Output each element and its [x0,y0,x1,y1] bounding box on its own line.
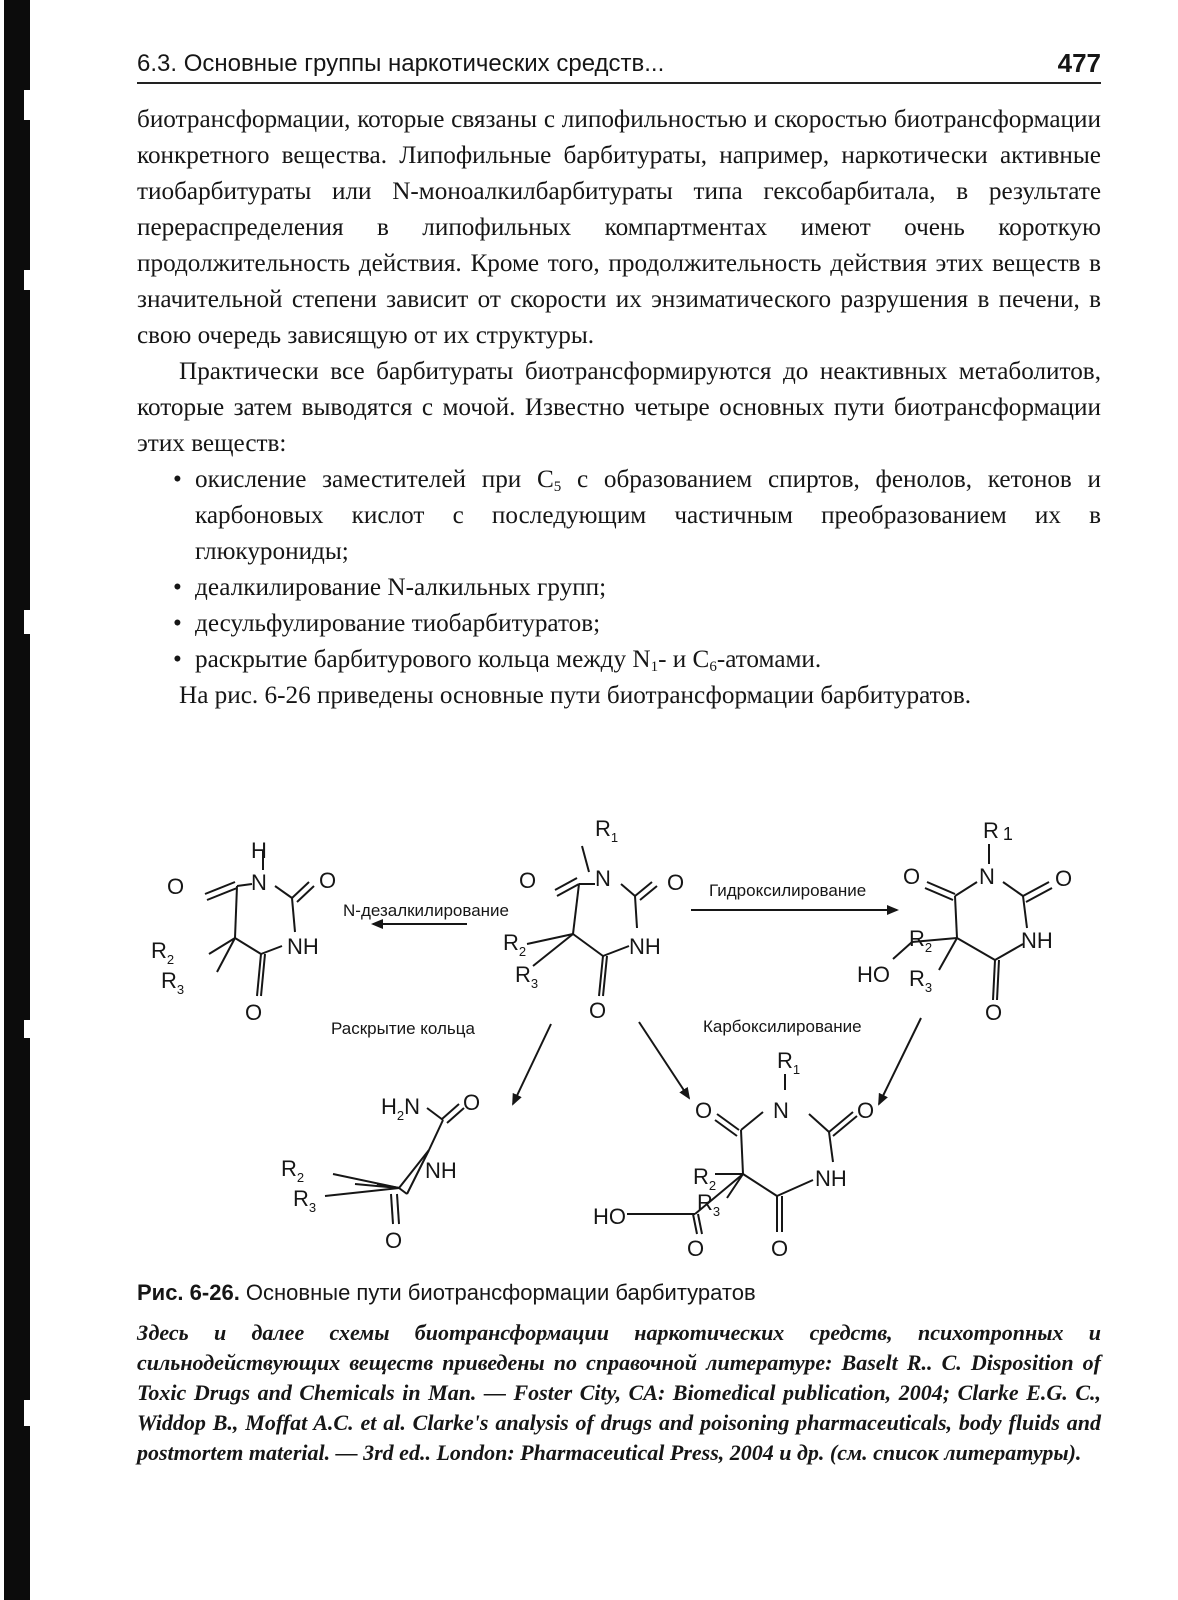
atom-label: $R_2$ [503,930,527,959]
atom-label: HO [593,1204,626,1229]
atom-label: O [519,868,537,893]
caption-label: Рис. 6-26. [137,1280,240,1305]
atom-label: NH [425,1158,457,1183]
atom-label: $R_2$ [281,1156,305,1185]
atom-label: O [589,998,607,1023]
atom-label: $R_3$ [909,966,933,995]
atom-label: $R_2$ [151,938,175,967]
atom-label: $R_1$ [595,816,619,845]
atom-label: $R_3$ [293,1186,317,1215]
reaction-label-ring-opening: Раскрытие кольца [331,1019,475,1038]
atom-label: NH [629,934,661,959]
body-text [137,102,1101,714]
atom-label: HO [857,962,890,987]
atom-label: $R_3$ [161,968,185,997]
atom-label: $R_2$ [909,926,933,955]
list-item: • раскрытие барбитурового кольца между $N_1-$ и $C_6$-атомами. [173,646,822,675]
paragraph: На рис. 6-26 приведены основные пути биотрансформации барбитуратов. [179,682,972,709]
atom-label: H [251,838,267,863]
running-header [137,46,1101,84]
atom-label: O [695,1098,713,1123]
caption-text: Основные пути биотрансформации барбитуратов [239,1280,756,1305]
atom-label: NH [287,934,319,959]
atom-label: O [319,868,337,893]
atom-label: R 1 [983,818,1013,844]
atom-label: $R_2$ [693,1164,717,1193]
atom-label: O [667,870,685,895]
reaction-label-dealkylation: N-дезалкилирование [343,901,509,920]
caption-note: Здесь и далее схемы биотрансформации наркотических средств, психотропных и сильнодействующих веществ приведены по справочной литературе: Baselt R.. C. Disposition of Toxic Drugs and Chemicals in Man. — Foster City, CA: Biomedical publication, 2004; Clarke E.G. C., Widdop B., Moffat A.C. et al. Clarke's analysis of drugs and poisoning pharmaceuticals, body fluids and postmortem material. — 3rd ed.. London: Pharmaceutical Press, 2004 и др. (см. список литературы). [137,1320,1101,1465]
list-item: • окисление заместителей при $C_5$ с образованием спиртов, фенолов, кетонов и карбоновых кислот с последующим частичным преобразованием их в глюкурониды; [173,466,1101,565]
paragraph: Практически все барбитураты биотрансформируются до неактивных метаболитов, которые затем выводятся с мочой. Известно четыре основных пути биотрансформации этих веществ: [137,358,1101,457]
atom-label: O [857,1098,875,1123]
paragraph: биотрансформации, которые связаны с липофильностью и скоростью биотрансформации конкретного вещества. Липофильные барбитураты, например, наркотически активные тиобарбитураты или N-моноалкилбарбитураты типа гексобарбитала, в результате перераспределения в липофильных компартментах имеют очень короткую продолжительность действия. Кроме того, продолжительность действия этих веществ в значительной степени зависит от скорости их энзиматического разрушения в печени, в свою очередь зависящую от их структуры. [137,106,1101,349]
scan-binding-edge [0,0,44,1600]
atom-label: $R_3$ [697,1190,721,1219]
atom-label: $H_2N$ [381,1094,421,1123]
atom-label: N [979,864,995,889]
atom-label: N [251,870,267,895]
atom-label: $R_3$ [515,962,539,991]
atom-label: O [385,1228,403,1253]
atom-label: $R_1$ [777,1048,801,1077]
reaction-label-hydroxylation: Гидроксилирование [709,881,867,900]
bullet-list [137,462,1101,678]
atom-label: NH [815,1166,847,1191]
list-item: • десульфулирование тиобарбитуратов; [173,610,601,637]
atom-label: N [773,1098,789,1123]
atom-label: O [985,1000,1003,1025]
atom-label: O [903,864,921,889]
atom-label: O [245,1000,263,1025]
list-item: • деалкилирование N-алкильных групп; [173,574,607,601]
atom-label: N [595,866,611,891]
page-number: 477 [1057,48,1101,78]
atom-label: O [463,1090,481,1115]
atom-label: O [167,874,185,899]
figure-caption [137,1278,1101,1468]
atom-label: O [771,1236,789,1261]
atom-label: NH [1021,928,1053,953]
running-title: 6.3. Основные группы наркотических средств... [137,50,665,77]
reaction-label-carboxylation: Карбоксилирование [703,1017,862,1036]
atom-label: O [1055,866,1073,891]
caption-title [137,1278,1101,1308]
atom-label: O [687,1236,705,1261]
